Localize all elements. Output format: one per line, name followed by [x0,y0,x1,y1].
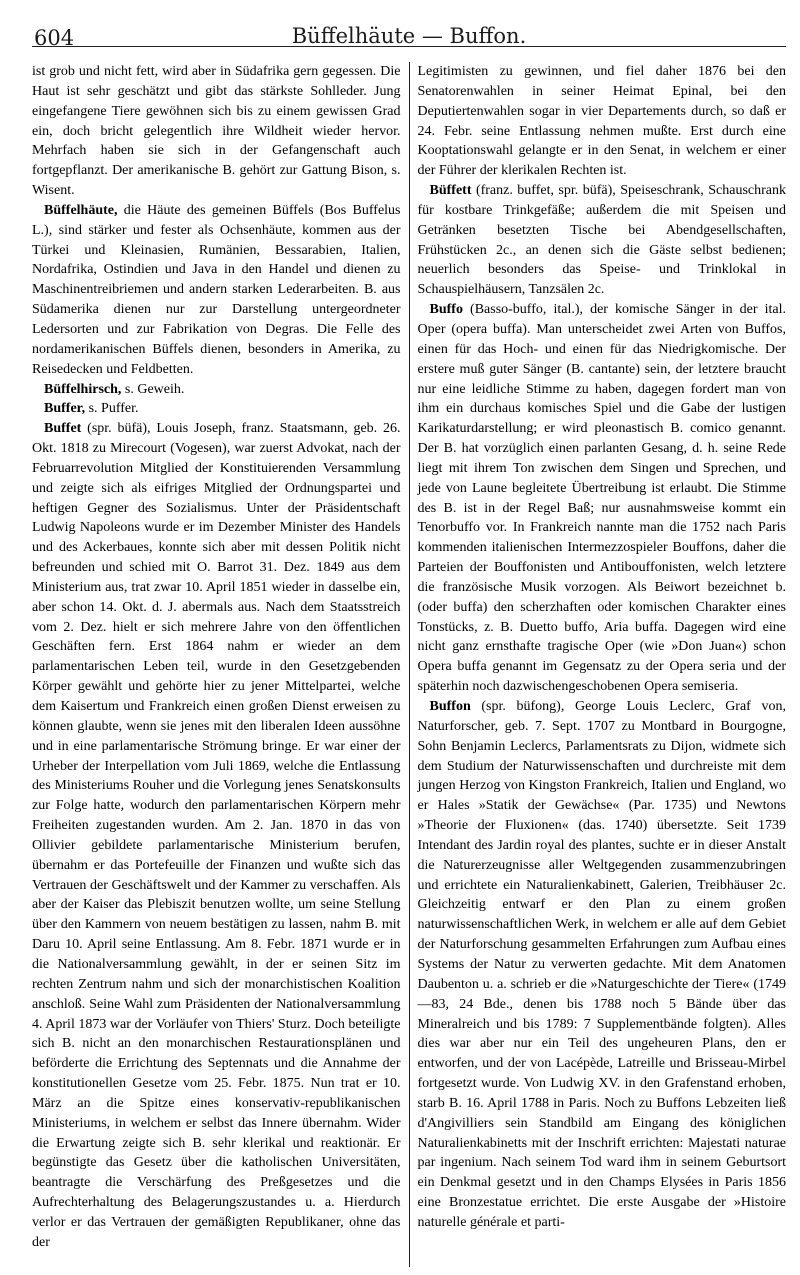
page-header [32,0,786,50]
page-number: 604 [34,26,75,50]
right-column-entry [418,181,787,300]
entry-headword: Buffet [44,421,82,437]
left-column-entry [32,399,401,419]
entry-headword: Büffelhäute, [44,202,118,218]
left-column-entry [32,380,401,400]
entry-text: (franz. buffet, spr. büfä), Speiseschrank, Schauschrank für kostbare Trinkgefäße; außerdem die mit Speisen und Getränken besetzten Tische bei Abendgesellschaften, Frühstücken 2c., an denen sich die Gäste selbst bedienen; neuerlich besonders das Speise- und Trinklokal in Schauspielhäusern, Tanzsälen 2c. [417,183,786,298]
entry-headword: Buffo [429,302,463,318]
left-column-entry [32,419,401,1252]
text-columns [32,62,786,1267]
entry-text: (Basso-buffo, ital.), der komische Sänger in der ital. Oper (opera buffa). Man unterscheidet zwei Arten von Buffos, einen für das Hoch- und einen für das Niedrigkomische. Der erstere muß guter Sänger (B. cantante) sein, der letztere braucht nur eine leidliche Stimme zu haben, dagegen fordert man von ihm ein durchaus komisches Spiel und die Gabe der lustigen Karikaturdarstellung; er wird pleonastisch B. comico genannt. Der B. hat vorzüglich einen parlanten Gesang, d. h. seine Rede liegt mit ihrem Ton zwischen dem Singen und Sprechen, und jede von Laune begleitete Übertreibung ist erlaubt. Die Stimme des B. ist in der Regel Baß; nur ausnahmsweise kommt ein Tenorbuffo vor. In Frankreich nannte man die 1752 nach Paris kommenden italienischen Intermezzospieler Bouffons, daher die Parteien der Bouffonisten und Antibouffonisten, welch letztere die französische Musik vorzogen. Als Beiwort bezeichnet b. (oder buffa) den scherzhaften oder komischen Charakter eines Tonstücks, z. B. Duetto buffo, Aria buffa. Dagegen wird eine nicht ganz ernsthafte tragische Oper (wie »Don Juan«) schon Opera buffa genannt im Gegensatz zu der Opera seria und der späterhin noch dazwischengeschobenen Opera semiseria. [417,302,786,695]
right-column-entry [418,62,787,181]
entry-text: s. Geweih. [121,381,185,397]
running-head: Büffelhäute — Buffon. [291,24,527,48]
entry-headword: Büffelhirsch, [44,381,122,397]
entry-text: (spr. büfä), Louis Joseph, franz. Staatsmann, geb. 26. Okt. 1818 zu Mirecourt (Vogesen), war zuerst Advokat, nach der Februarrevolution Mitglied der Konstituierenden Versammlung und zeigte sich als eifriges Mitglied der Ordnungspartei und heftigen Gegner des Sozialismus. Unter der Präsidentschaft Ludwig Napoleons wurde er im Dezember Minister des Handels und des Ackerbaues, konnte sich aber mit dessen Politik nicht befreunden und schied mit O. Barrot 31. Dez. 1849 aus dem Ministerium aus, trat zwar 10. April 1851 wieder in dasselbe ein, aber schon 14. Okt. d. J. abermals aus. Nach dem Staatsstreich vom 2. Dez. hielt er sich mehrere Jahre von den öffentlichen Geschäften fern. Erst 1864 nahm er wieder an dem parlamentarischen Leben teil, wurde in den Gesetzgebenden Körper gewählt und gehörte hier zu jener Mittelpartei, welche dem Kaisertum und Frankreich einen großen Dienst erweisen zu können glaubte, wenn sie jenes mit den liberalen Ideen aussöhne und in eine parlamentarische Strömung bringe. Er war einer der Urheber der Interpellation vom Juli 1869, welche die Entlassung des Ministeriums Rouher und die Vorlegung jenes Senatskonsults zur Folge hatte, wodurch den parlamentarischen Körpern mehr Freiheiten zugestanden wurden. Am 2. Jan. 1870 in das von Ollivier gebildete parlamentarische Ministerium berufen, übernahm er das Portefeuille der Finanzen und wußte sich das Vertrauen der Geschäftswelt und der Kammer zu verschaffen. Als aber der Kaiser das Plebiszit benutzen wollte, um seine Stellung über den Kammern von neuem bestätigen zu lassen, nahm B. mit Daru 10. April seine Entlassung. Am 8. Febr. 1871 wurde er in die Nationalversammlung gewählt, in der er seinen Sitz im rechten Zentrum nahm und sich der monarchistischen Koalition anschloß. Seine Wahl zum Präsidenten der Nationalversammlung 4. April 1873 war der Vorläufer von Thiers' Sturz. Doch beteiligte sich B. nicht an den monarchischen Restaurationsplänen und beförderte die Errichtung des Septennats und die Annahme der konstitutionellen Gesetze vom 25. Febr. 1875. Nun trat er 10. März an die Spitze eines konservativ-republikanischen Ministeriums, in welchem er selbst das Innere übernahm. Wider die Erwartung zeigte sich B. sehr klerikal und reaktionär. Er begünstigte das Gesetz über die katholischen Universitäten, beantragte die Verschärfung des Preßgesetzes und die Aufrechterhaltung des Belagerungszustandes u. a. Hierdurch verlor er das Vertrauen der gemäßigten Republikaner, ohne das der [32,421,401,1250]
left-column [32,62,409,1267]
entry-headword: Buffer, [44,401,86,417]
entry-text: ist grob und nicht fett, wird aber in Südafrika gern gegessen. Die Haut ist sehr geschätzt und gibt das stärkste Sohlleder. Jung eingefangene Tiere gewöhnen sich bis zu einem gewissen Grad ein, doch bricht gelegentlich ihre Wildheit wieder hervor. Mehrfach haben sie sich in der Gefangenschaft auch fortgepflanzt. Der amerikanische B. gehört zur Gattung Bison, s. Wisent. [32,64,401,199]
right-column-entry [418,697,787,1233]
left-column-entry [32,201,401,380]
right-column-entry [418,300,787,697]
entry-headword: Büffett [429,183,472,199]
left-column-entry [32,62,401,201]
entry-text: (spr. büfong), George Louis Leclerc, Graf von, Naturforscher, geb. 7. Sept. 1707 zu Montbard in Bourgogne, Sohn Benjamin Leclercs, Parlamentsrats zu Dijon, widmete sich dem Studium der Naturwissenschaften und durchreiste mit dem jungen Herzog von Kingston Frankreich, Italien und England, wo er Hales »Statik der Gewächse« (Par. 1735) und Newtons »Theorie der Fluxionen« (das. 1740) übersetzte. Seit 1739 Intendant des Jardin royal des plantes, suchte er in dieser Anstalt die Naturerzeugnisse aller Weltgegenden zusammenzubringen und errichtete ein Naturalienkabinett, Galerien, Treibhäuser 2c. Gleichzeitig entwarf er den Plan zu einem großen naturwissenschaftlichen Werk, in welchem er alle auf dem Gebiet der Naturforschung gesammelten Erfahrungen zum Aufbau eines Systems der Natur zu verwerten gedachte. Mit dem Anatomen Daubenton u. a. schrieb er die »Naturgeschichte der Tiere« (1749—83, 24 Bde., denen bis 1788 noch 5 Bände über das Mineralreich und bis 1789: 7 Supplementbände folgten). Alles dies war aber nur ein Teil des ungeheuren Plans, den er entworfen, und der von Lacépède, Latreille und Brisseau-Mirbel fortgesetzt wurde. Von Ludwig XV. in den Grafenstand erhoben, starb B. 16. April 1788 in Paris. Noch zu Buffons Lebzeiten ließ d'Angivilliers sein Standbild am Eingang des königlichen Naturalienkabinetts mit der Inschrift errichten: Majestati naturae par ingenium. Nach seinem Tod ward ihm in seinem Geburtsort ein Denkmal gesetzt und in den Champs Elysées in Paris 1856 eine Bronzestatue errichtet. Die erste Ausgabe der »Histoire naturelle générale et parti- [417,699,786,1230]
entry-headword: Buffon [429,699,471,714]
entry-text: die Häute des gemeinen Büffels (Bos Buffelus L.), sind stärker und fester als Ochsenhäute, kommen aus der Türkei und Kleinasien, Rumänien, Bessarabien, Italien, Nordafrika, Ostindien und Java in den Handel und dienen zu Maschinentreibriemen und andern starken Lederarbeiten. B. aus Südamerika dienen nur zur Darstellung untergeordneter Ledersorten und zur Fabrikation von Degras. Die Felle des nordamerikanischen Büffels dienen, besonders in Amerika, zu Reisedecken und Feldbetten. [32,202,401,377]
entry-text: s. Puffer. [85,401,139,417]
entry-text: Legitimisten zu gewinnen, und fiel daher 1876 bei den Senatorenwahlen in seiner Heimat Epinal, bei den Deputiertenwahlen sogar in vier Departements durch, so daß er 24. Febr. seine Entlassung nehmen mußte. Erst durch eine Kooptationswahl gelangte er in den Senat, in welchem er einer der Führer der klerikalen Rechten ist. [417,64,786,179]
right-column [409,62,787,1267]
